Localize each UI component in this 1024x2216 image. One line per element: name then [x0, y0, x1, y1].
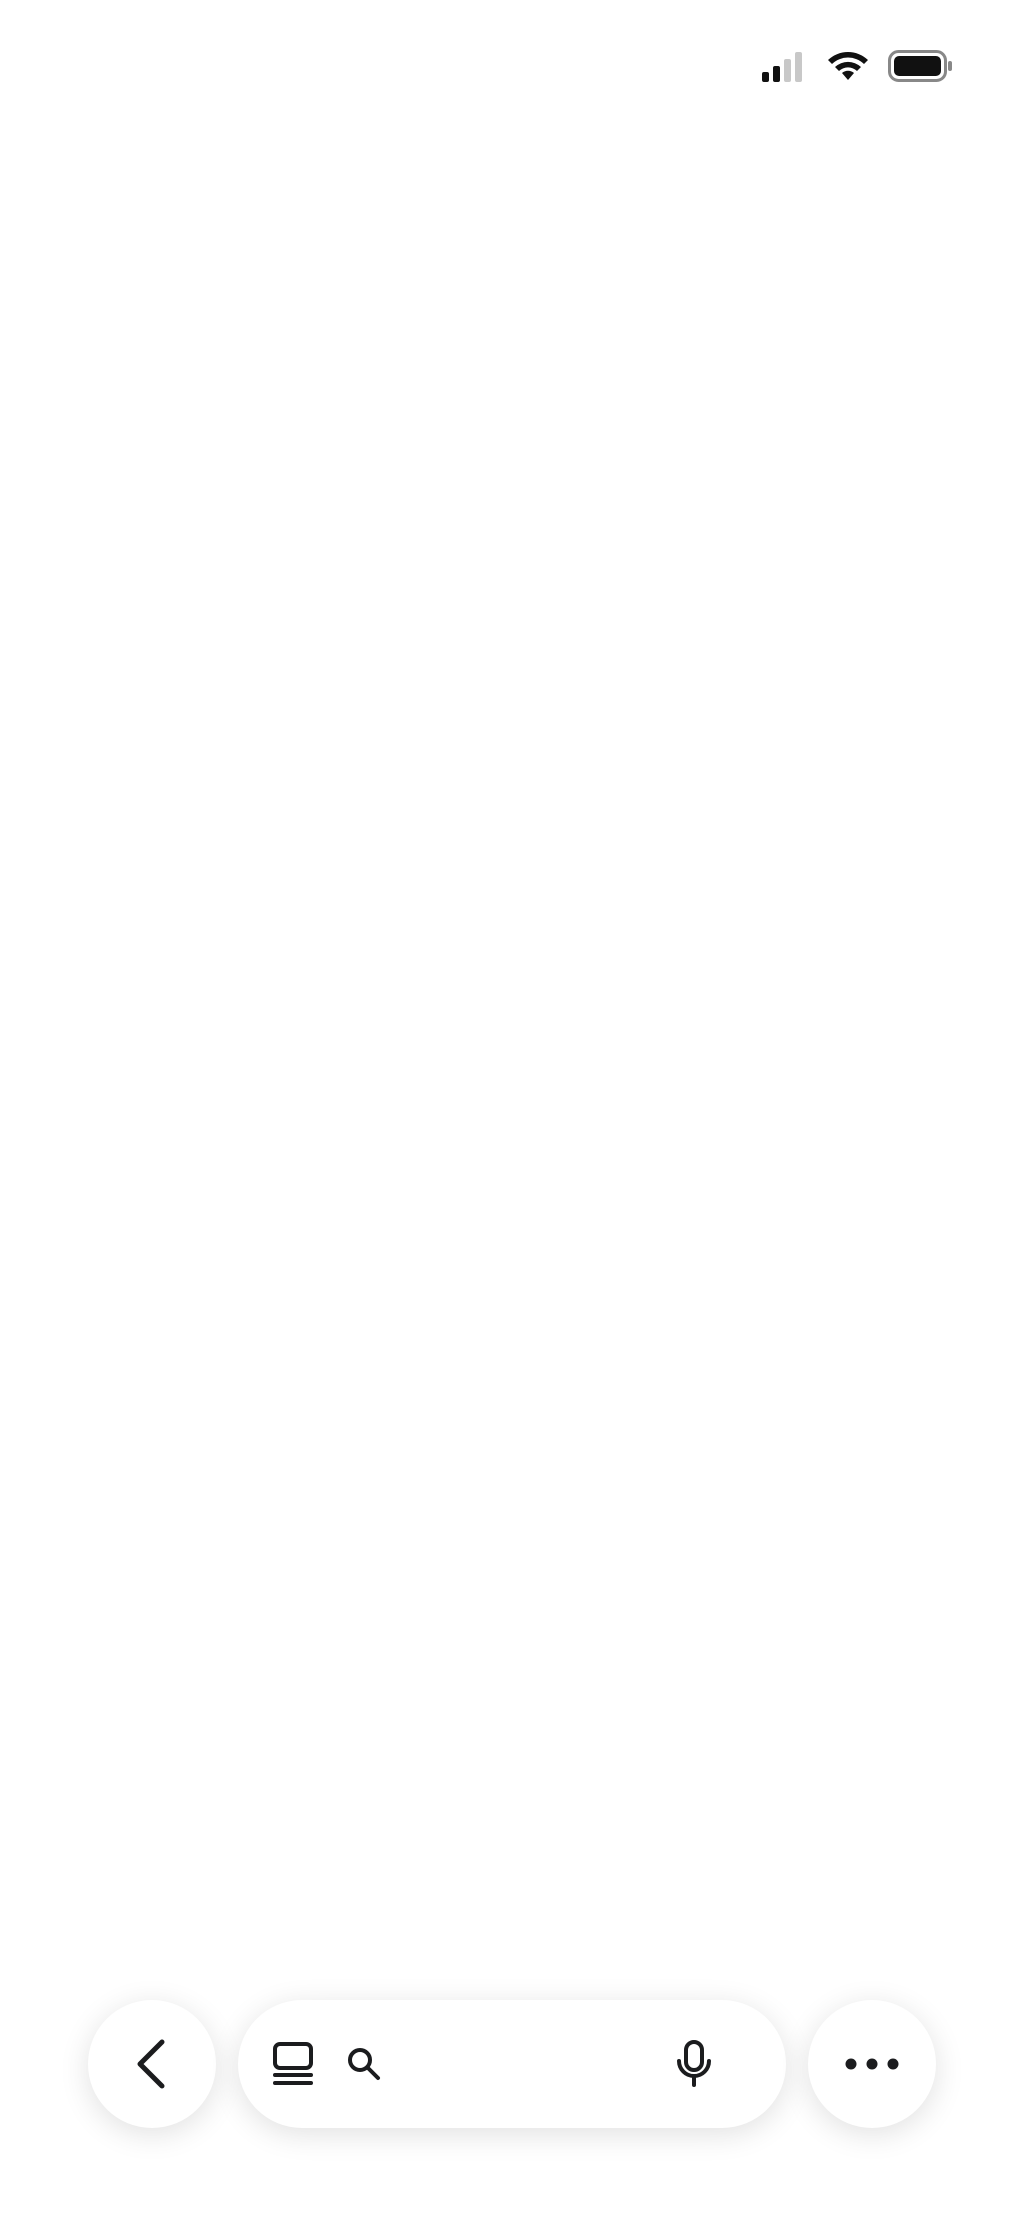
more-button[interactable]	[808, 2000, 936, 2128]
back-button[interactable]	[88, 2000, 216, 2128]
search-icon	[346, 2046, 382, 2082]
mic-icon[interactable]	[674, 2039, 714, 2089]
cellular-signal-icon	[760, 50, 808, 82]
wifi-icon	[826, 50, 870, 82]
status-bar	[0, 0, 1024, 130]
back-icon	[132, 2038, 172, 2090]
more-icon	[844, 2057, 900, 2071]
status-icons	[760, 50, 954, 82]
battery-icon	[888, 50, 954, 82]
tabs-icon[interactable]	[268, 2039, 318, 2089]
search-bar[interactable]	[238, 2000, 786, 2128]
